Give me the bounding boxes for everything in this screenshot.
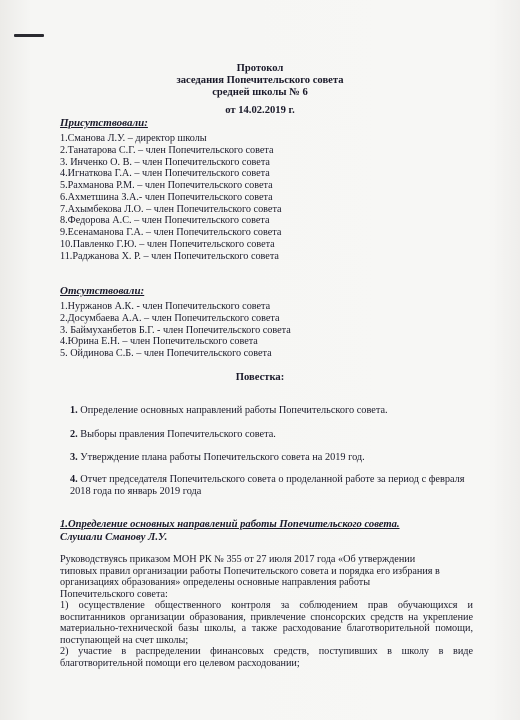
- point-2: 2) участие в распределении финансовых средств, поступивших в школу в виде благотворительной помощи его целевом расходовании;: [60, 646, 473, 669]
- list-item: 1.Сманова Л.У. – директор школы: [60, 133, 207, 144]
- list-item: 2.Досумбаева А.А. – член Попечительского совета: [60, 312, 280, 324]
- section-heading: 1.Определение основных направлений работы Попечительского совета.: [60, 519, 400, 530]
- intro-line: организациях образования» определены основные направления работы: [60, 577, 371, 589]
- agenda-text: Выборы правления Попечительского совета.: [77, 429, 276, 440]
- absent-list: [60, 301, 291, 360]
- list-item: 5.Рахманова Р.М. – член Попечительского совета: [60, 180, 273, 191]
- protocol-title: Протокол: [236, 63, 284, 74]
- agenda-number: 2.: [70, 429, 78, 440]
- list-item: 11.Раджанова Х. Р. – член Попечительского совета: [60, 250, 279, 262]
- agenda-item: [70, 429, 480, 441]
- list-item: 4.Игнаткова Г.А. – член Попечительского совета: [60, 168, 270, 180]
- section-title: [60, 519, 460, 544]
- agenda-text: Утверждение плана работы Попечительского совета на 2019 год.: [77, 452, 365, 463]
- agenda-number: 1.: [70, 405, 78, 416]
- school-name: средней школы № 6: [212, 87, 308, 98]
- protocol-subtitle: заседания Попечительского совета: [176, 75, 344, 86]
- present-list: [60, 133, 282, 262]
- agenda-item: [70, 474, 465, 498]
- point-1: 1) осуществление общественного контроля за соблюдением прав обучающихся и воспитанников организации образования, привлечение спонсорских средств на укрепление материально-технической базы школы, а также расходование благотворительной помощи, поступающей на счет школы;: [60, 600, 473, 646]
- scan-mark: [14, 34, 44, 37]
- agenda-heading: Повестка:: [235, 372, 285, 383]
- list-item: 3. Инченко О. В. – член Попечительского совета: [60, 156, 270, 168]
- list-item: 8.Федорова А.С. – член Попечительского совета: [60, 215, 270, 227]
- agenda-number: 3.: [70, 452, 78, 463]
- agenda-text: Отчет председателя Попечительского совета о проделанной работе за период с февраля 2018 года по январь 2019 года: [70, 474, 465, 497]
- absent-heading: Отсутствовали:: [60, 285, 145, 297]
- list-item: 3. Баймуханбетов Б.Г. - член Попечительского совета: [60, 324, 291, 336]
- list-item: 10.Павленко Г.Ю. – член Попечительского совета: [60, 238, 275, 250]
- list-item: 1.Нуржанов А.К. - член Попечительского совета: [60, 301, 271, 312]
- intro-line: Руководствуясь приказом МОН РК № 355 от 27 июля 2017 года «Об утверждении: [60, 554, 416, 565]
- protocol-date: от 14.02.2019 г.: [225, 105, 295, 116]
- agenda-item: [70, 452, 480, 464]
- intro-line: типовых правил организации работы Попечительского совета и порядка его избрания в: [60, 565, 440, 577]
- list-item: 4.Юрина Е.Н. – член Попечительского совета: [60, 336, 258, 348]
- list-item: 6.Ахметшина З.А.- член Попечительского совета: [60, 191, 273, 203]
- heard-line: Слушали Сманову Л.У.: [60, 531, 168, 543]
- agenda-text: Определение основных направлений работы Попечительского совета.: [77, 405, 388, 416]
- intro-line: Попечительского совета:: [60, 588, 168, 600]
- list-item: 7.Ахымбекова Л.О. – член Попечительского совета: [60, 203, 282, 215]
- agenda-number: 4.: [70, 474, 78, 485]
- intro-paragraph: [60, 554, 440, 600]
- present-heading: Присутствовали:: [60, 117, 148, 129]
- agenda-item: [70, 405, 480, 417]
- list-item: 9.Есенаманова Г.А. – член Попечительского совета: [60, 227, 282, 238]
- list-item: 2.Танатарова С.Г. – член Попечительского совета: [60, 144, 274, 156]
- list-item: 5. Ойдинова С.Б. – член Попечительского совета: [60, 348, 272, 359]
